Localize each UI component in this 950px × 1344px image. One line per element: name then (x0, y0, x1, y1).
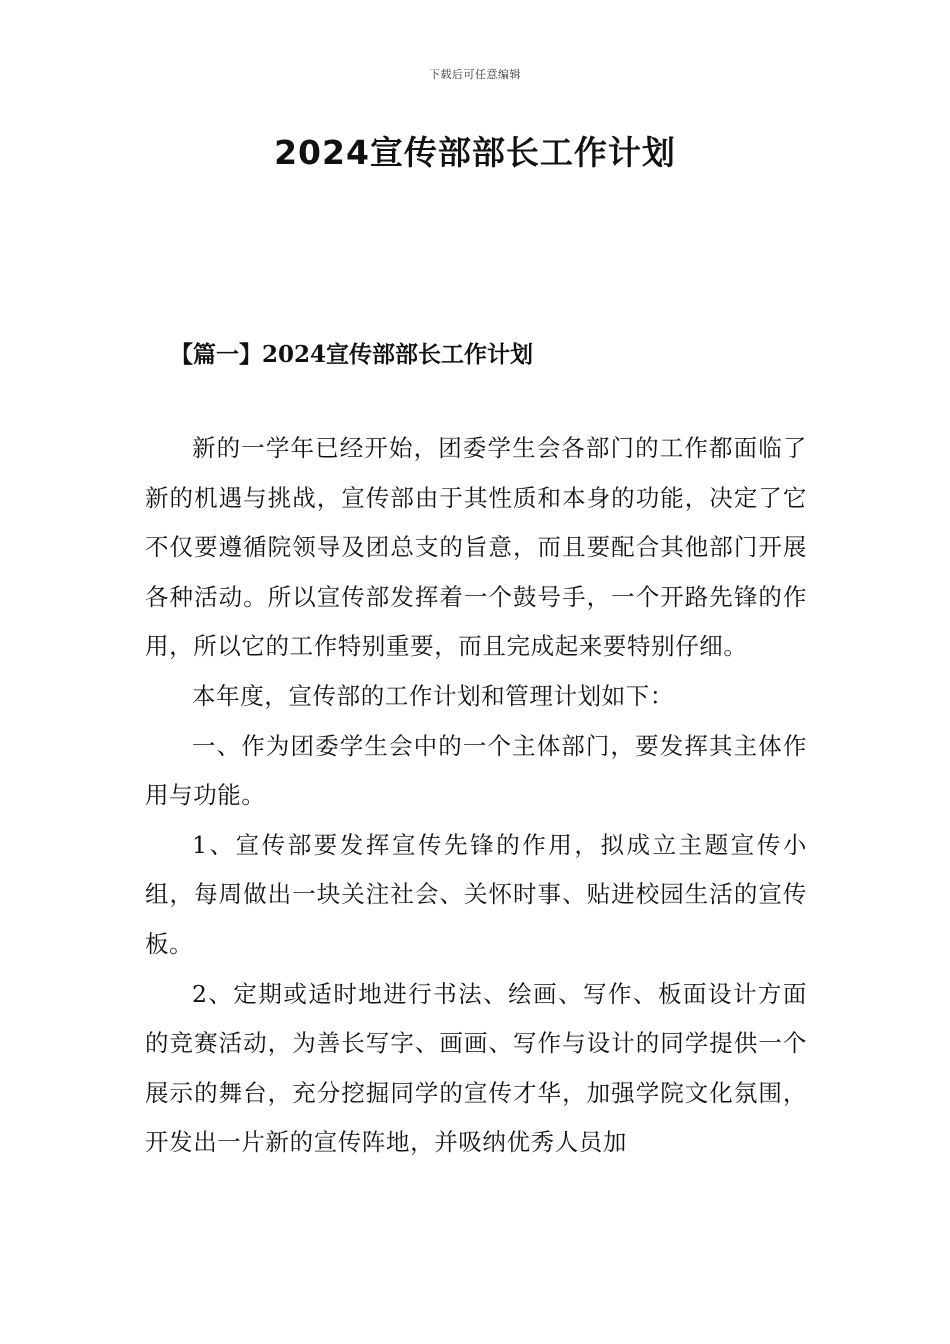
paragraph: 新的一学年已经开始，团委学生会各部门的工作都面临了新的机遇与挑战，宣传部由于其性质和本身的功能，决定了它不仅要遵循院领导及团总支的旨意，而且要配合其他部门开展各种活动。所以宣传部发挥着一个鼓号手，一个开路先锋的作用，所以它的工作特别重要，而且完成起来要特别仔细。 (145, 434, 807, 661)
paragraph: 2、定期或适时地进行书法、绘画、写作、板面设计方面的竞赛活动，为善长写字、画画、写作与设计的同学提供一个展示的舞台，充分挖掘同学的宣传才华，加强学院文化氛围，开发出一片新的宣传阵地，并吸纳优秀人员加 (145, 979, 807, 1157)
section-heading: 【篇一】2024宣传部部长工作计划 (170, 341, 534, 368)
paragraph: 1、宣传部要发挥宣传先锋的作用，拟成立主题宣传小组，每周做出一块关注社会、关怀时事、贴进校园生活的宣传板。 (145, 830, 807, 958)
paragraph: 一、作为团委学生会中的一个主体部门，要发挥其主体作用与功能。 (145, 731, 807, 810)
document-title: 2024宣传部部长工作计划 (274, 133, 676, 172)
paragraph: 本年度，宣传部的工作计划和管理计划如下： (192, 681, 674, 710)
document-body (145, 424, 807, 1168)
header-note: 下载后可任意编辑 (429, 68, 521, 81)
